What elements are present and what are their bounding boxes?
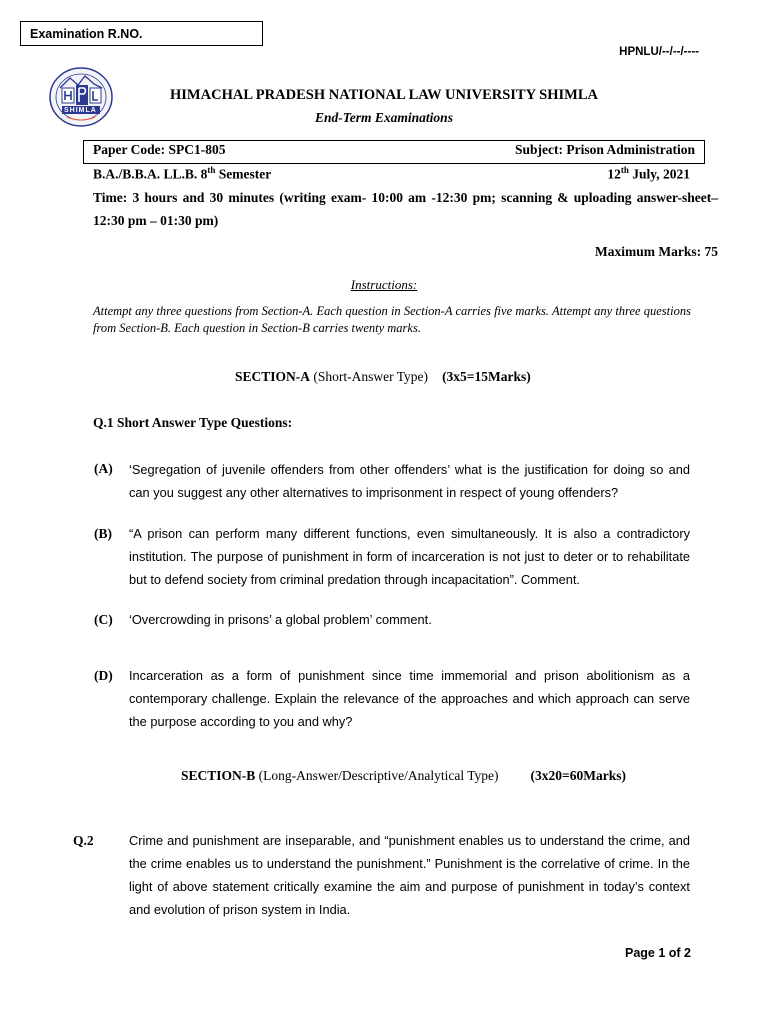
maximum-marks: Maximum Marks: 75: [595, 244, 718, 259]
subject: Subject: Prison Administration: [514, 142, 695, 157]
time-info: Time: 3 hours and 30 minutes (writing exam- 10:00 am -12:30 pm; scanning & uploading answer-sheet– 12:30 pm – 01:30 pm): [93, 190, 718, 228]
reference-code: HPNLU/--/--/----: [619, 46, 699, 58]
semester-sup: th: [207, 165, 216, 175]
section-b-heading: [181, 768, 626, 784]
question-label: (D): [94, 668, 113, 683]
date-sup: th: [620, 165, 629, 175]
question-text: ‘Overcrowding in prisons’ a global problem’ comment.: [129, 612, 432, 627]
question-text: ‘Segregation of juvenile offenders from other offenders’ what is the justification for doing so and can you suggest any other alternatives to imprisonment in respect of young offenders?: [129, 462, 690, 500]
question-label: (B): [94, 526, 112, 541]
question-text: Crime and punishment are inseparable, and “punishment enables us to understand the crime, and the crime enables us to understand the punishment.” Punishment is the correlative of crime. In the light of above statement critically examine the aim and purpose of punishment in today’s context and evolution of prison system in India.: [129, 833, 690, 917]
date-rest: July, 2021: [628, 166, 690, 182]
section-a-type: (Short-Answer Type): [310, 369, 429, 384]
instructions-heading: Instructions:: [350, 277, 418, 292]
semester: [93, 165, 271, 183]
university-name: HIMACHAL PRADESH NATIONAL LAW UNIVERSITY SHIMLA: [170, 87, 598, 103]
semester-prefix: B.A./B.B.A. LL.B. 8: [93, 166, 208, 182]
q1-heading: Q.1 Short Answer Type Questions:: [93, 415, 293, 430]
exam-title: End-Term Examinations: [315, 110, 453, 125]
section-b-marks: (3x20=60Marks): [530, 768, 626, 783]
examination-rno-box: [20, 21, 263, 46]
section-a-heading: [235, 369, 531, 385]
section-a-marks: (3x5=15Marks): [442, 369, 531, 384]
semester-suffix: Semester: [215, 166, 272, 182]
question-label: (C): [94, 612, 113, 627]
section-b-title: SECTION-B: [181, 768, 256, 783]
section-a-title: SECTION-A: [235, 369, 311, 384]
instructions-text: Attempt any three questions from Section-A. Each question in Section-A carries five marks. Attempt any three questions from Section-B. Each question in Section-B carries twenty marks.: [93, 304, 691, 335]
page-number: Page 1 of 2: [625, 946, 691, 960]
question-label: (A): [94, 461, 113, 476]
exam-date: [607, 165, 690, 183]
section-b-type: (Long-Answer/Descriptive/Analytical Type): [255, 768, 499, 783]
question-text: “A prison can perform many different functions, even simultaneously. It is also a contradictory institution. The purpose of punishment in form of incarceration is not just to deter or to rehabilitate but to defend society from criminal predation through incapacitation”. Comment.: [129, 526, 690, 587]
question-label: Q.2: [73, 833, 94, 848]
logo-caption: SHIMLA: [64, 107, 97, 114]
date-day: 12: [607, 166, 621, 182]
paper-code: Paper Code: SPC1-805: [93, 142, 226, 157]
examination-rno-label: Examination R.NO.: [30, 27, 143, 41]
question-text: Incarceration as a form of punishment since time immemorial and prison abolitionism as a contemporary challenge. Explain the relevance of the approaches and which approach can serve the purpose according to you and why?: [129, 668, 690, 729]
